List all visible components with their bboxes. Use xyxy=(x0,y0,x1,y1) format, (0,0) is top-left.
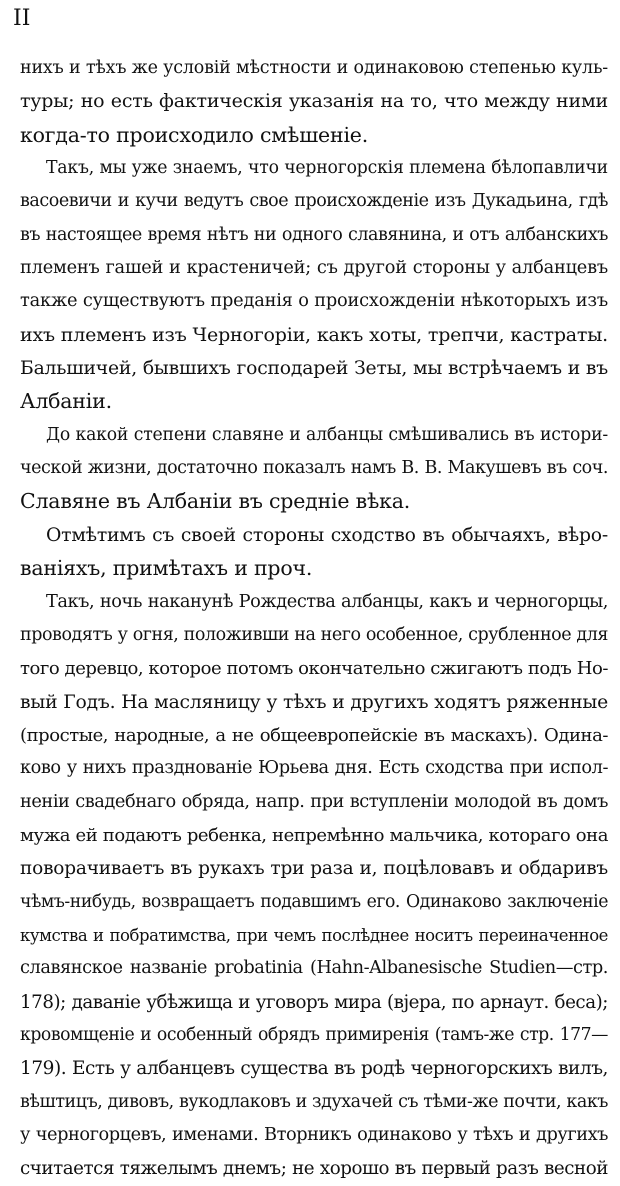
text-line: неніи свадебнаго обряда, напр. при вступленіи молодой въ домъ xyxy=(20,791,608,812)
text-line: считается тяжелымъ днемъ; не хорошо въ первый разъ весной xyxy=(20,1158,608,1180)
text-line: кумства и побратимства, при чемъ послѣднее носитъ переиначенное xyxy=(20,925,608,945)
text-line: До какой степени славяне и албанцы смѣшивались въ истори- xyxy=(46,424,608,445)
text-line: ческой жизни, достаточно показалъ намъ В. В. Макушевъ въ соч. xyxy=(20,458,608,479)
text-line: мужа ей подаютъ ребенка, непремѣнно мальчика, котораго она xyxy=(20,824,608,846)
body-text xyxy=(20,52,608,1186)
page-number: II xyxy=(13,6,31,31)
text-line: Отмѣтимъ съ своей стороны сходство въ обычаяхъ, вѣро- xyxy=(46,524,608,546)
text-line: (простые, народные, а не общеевропейскіе въ маскахъ). Одина- xyxy=(20,724,608,746)
text-line: нихъ и тѣхъ же условій мѣстности и одинаковою степенью куль- xyxy=(20,58,608,78)
text-line: Такъ, мы уже знаемъ, что черногорскія племена бѣлопавличи xyxy=(46,158,608,179)
text-line: Такъ, ночь наканунѣ Рождества албанцы, какъ и черногорцы, xyxy=(46,591,608,612)
text-line: ихъ племенъ изъ Черногоріи, какъ хоты, трепчи, кастраты. xyxy=(20,323,608,346)
text-line: племенъ гашей и крастеничей; съ другой стороны у албанцевъ xyxy=(20,258,608,279)
text-line: поворачиваетъ въ рукахъ три раза и, поцѣловавъ и обдаривъ xyxy=(20,858,608,880)
text-line: кровомщеніе и особенный обрядъ примиренія (тамъ-же стр. 177— xyxy=(20,1024,608,1045)
text-line: вѣштицъ, дивовъ, вукодлаковъ и здухачей съ тѣми-же почти, какъ xyxy=(20,1091,608,1112)
text-line: 178); даваніе убѣжища и уговоръ мира (вјера, по арнаут. беса); xyxy=(20,991,608,1013)
text-line: проводятъ у огня, положивши на него особенное, срубленное для xyxy=(20,624,608,645)
text-line: 179). Есть у албанцевъ существа въ родѣ черногорскихъ вилъ, xyxy=(20,1058,608,1080)
text-line: славянское названіе probatinia (Hahn-Albanesische Studien—стр. xyxy=(20,958,608,979)
text-line: вый Годъ. На масляницу у тѣхъ и другихъ ходятъ ряженные xyxy=(20,691,608,713)
text-line: ково у нихъ празднованіе Юрьева дня. Есть сходства при испол- xyxy=(20,758,608,779)
text-line: Бальшичей, бывшихъ господарей Зеты, мы встрѣчаемъ и въ xyxy=(20,358,608,380)
text-line: ваніяхъ, примѣтахъ и проч. xyxy=(20,556,313,581)
text-line: того деревцо, которое потомъ окончательно сжигаютъ подъ Но- xyxy=(20,658,608,680)
text-line: у черногорцевъ, именами. Вторникъ одинаково у тѣхъ и другихъ xyxy=(20,1125,608,1145)
text-line: Албаніи. xyxy=(20,389,112,414)
text-line: васоевичи и кучи ведутъ свое происхожденіе изъ Дукадьина, гдѣ xyxy=(20,191,608,212)
text-line: когда-то происходило смѣшеніе. xyxy=(20,122,369,147)
text-line: въ настоящее время нѣтъ ни одного славянина, и отъ албанскихъ xyxy=(20,224,608,245)
text-line: Славяне въ Албаніи въ средніе вѣка. xyxy=(20,489,411,514)
text-line: туры; но есть фактическія указанія на то, что между ними xyxy=(20,90,608,113)
text-line: чѣмъ-нибудь, возвращаетъ подавшимъ его. Одинаково заключеніе xyxy=(20,891,608,912)
text-line: также существуютъ преданія о происхожденіи нѣкоторыхъ изъ xyxy=(20,291,608,312)
